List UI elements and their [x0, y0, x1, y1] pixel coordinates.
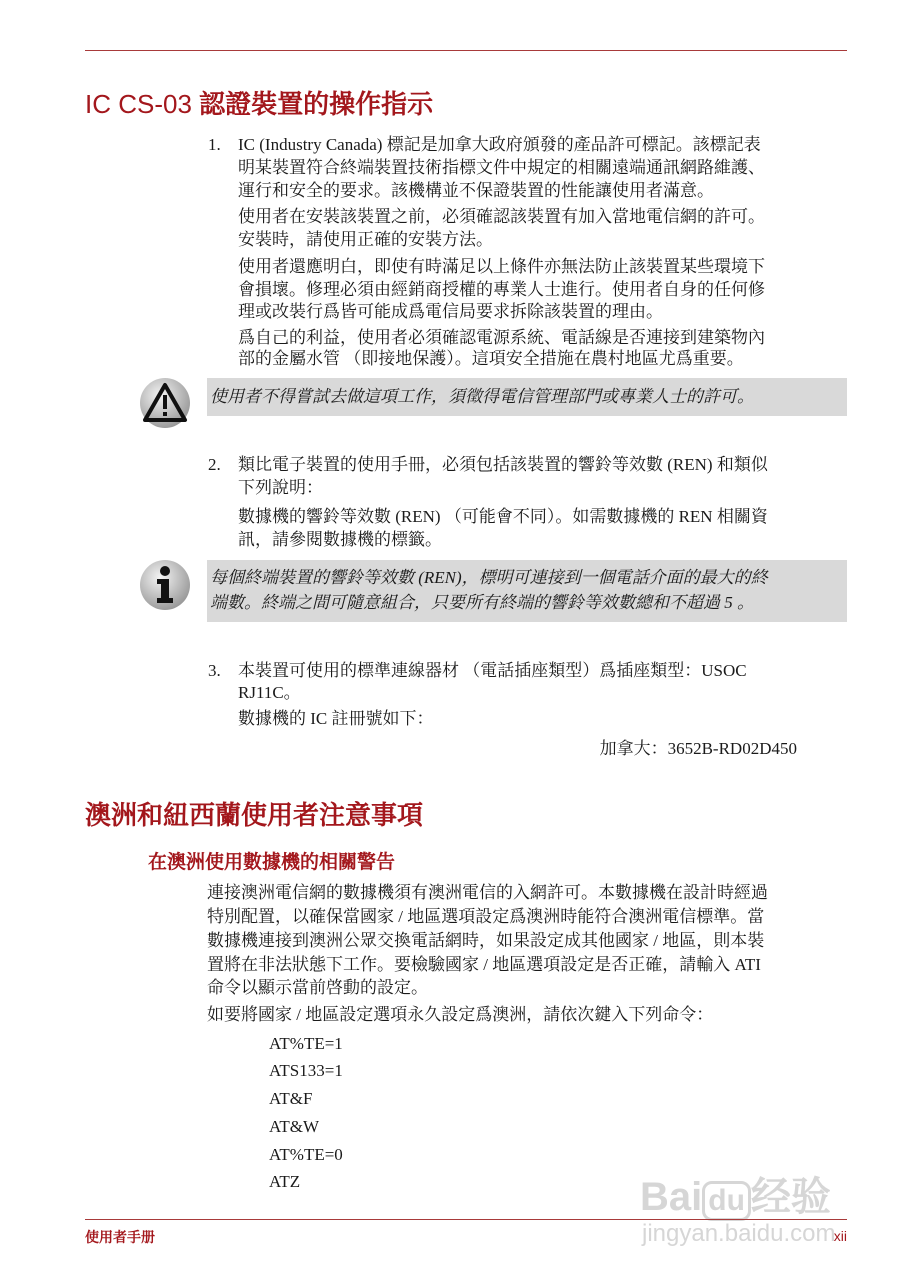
paragraph-line: IC (Industry Canada) 標記是加拿大政府頒發的產品許可標記。該標記表 [238, 135, 761, 154]
paragraph-line: 連接澳洲電信網的數據機須有澳洲電信的入網許可。本數據機在設計時經過 [207, 883, 768, 902]
at-command: ATS133=1 [269, 1061, 343, 1080]
at-command: AT&F [269, 1089, 313, 1108]
top-rule [85, 50, 847, 51]
paragraph-line: 訊，請參閱數據機的標籤。 [238, 530, 442, 549]
watermark-url: jingyan.baidu.com [642, 1220, 836, 1247]
paragraph-line: 理或改裝行爲皆可能成爲電信局要求拆除該裝置的理由。 [238, 302, 663, 321]
list-number: 2. [208, 455, 221, 474]
paragraph-line: 會損壞。修理必須由經銷商授權的專業人士進行。使用者自身的任何修 [238, 280, 765, 299]
paragraph-line: 特別配置，以確保當國家 / 地區選項設定爲澳洲時能符合澳洲電信標準。當 [207, 907, 765, 926]
at-command: ATZ [269, 1172, 301, 1191]
list-number: 1. [208, 135, 221, 154]
warning-text: 使用者不得嘗試去做這項工作，須徵得電信管理部門或專業人士的許可。 [210, 387, 754, 406]
paragraph-line: 運行和安全的要求。該機構並不保證裝置的性能讓使用者滿意。 [238, 181, 714, 200]
title-latin: IC CS-03 [85, 89, 192, 119]
paragraph-line: 部的金屬水管 （即接地保護）。這項安全措施在農村地區尤爲重要。 [238, 349, 744, 368]
section-title-ic-cs03 [85, 84, 433, 121]
info-text-line: 每個終端裝置的響鈴等效數 (REN)，標明可連接到一個電話介面的最大的終 [210, 568, 768, 587]
ic-registration-number: 加拿大：3652B-RD02D450 [599, 739, 797, 758]
at-command: AT&W [269, 1117, 320, 1136]
paragraph-line: RJ11C。 [238, 683, 301, 702]
list-number: 3. [208, 661, 221, 680]
paragraph-line: 爲自己的利益，使用者必須確認電源系統、電話線是否連接到建築物內 [238, 328, 765, 347]
page-number: xii [833, 1228, 847, 1244]
paragraph-line: 置將在非法狀態下工作。要檢驗國家 / 地區選項設定是否正確，請輸入 ATI [207, 955, 761, 974]
info-text-line: 端數。終端之間可隨意組合，只要所有終端的響鈴等效數總和不超過 5 。 [210, 593, 754, 612]
paragraph-line: 如要將國家 / 地區設定選項永久設定爲澳洲，請依次鍵入下列命令： [207, 1005, 714, 1024]
section-title-australia-nz: 澳洲和紐西蘭使用者注意事項 [85, 800, 424, 830]
paragraph-line: 下列說明： [238, 478, 323, 497]
warning-note [207, 378, 847, 416]
paragraph-line: 使用者還應明白，即使有時滿足以上條件亦無法防止該裝置某些環境下 [238, 257, 765, 276]
paragraph-line: 類比電子裝置的使用手冊，必須包括該裝置的響鈴等效數 (REN) 和類似 [238, 455, 768, 474]
baidu-watermark-logo: Bai du 经验 [640, 1175, 831, 1219]
at-command: AT%TE=0 [269, 1145, 343, 1164]
title-cjk: 認證裝置的操作指示 [199, 89, 434, 119]
info-note [207, 560, 847, 622]
at-command: AT%TE=1 [269, 1034, 343, 1053]
paragraph-line: 本裝置可使用的標準連線器材 （電話插座類型）爲插座類型：USOC [238, 661, 747, 680]
info-icon [140, 560, 190, 610]
paragraph-line: 安裝時，請使用正確的安裝方法。 [238, 230, 493, 249]
subsection-title: 在澳洲使用數據機的相關警告 [148, 852, 396, 873]
paragraph-line: 使用者在安裝該裝置之前，必須確認該裝置有加入當地電信網的許可。 [238, 207, 765, 226]
paragraph-line: 數據機連接到澳洲公眾交換電話網時，如果設定成其他國家 / 地區，則本裝 [207, 931, 765, 950]
paragraph-line: 數據機的 IC 註冊號如下： [238, 709, 434, 728]
paragraph-line: 數據機的響鈴等效數 (REN) （可能會不同）。如需數據機的 REN 相關資 [238, 507, 768, 526]
paragraph-line: 命令以顯示當前啓動的設定。 [207, 978, 428, 997]
paragraph-line: 明某裝置符合終端裝置技術指標文件中規定的相關遠端通訊網路維護、 [238, 158, 765, 177]
footer-title: 使用者手册 [85, 1229, 155, 1245]
warning-icon [140, 378, 190, 428]
